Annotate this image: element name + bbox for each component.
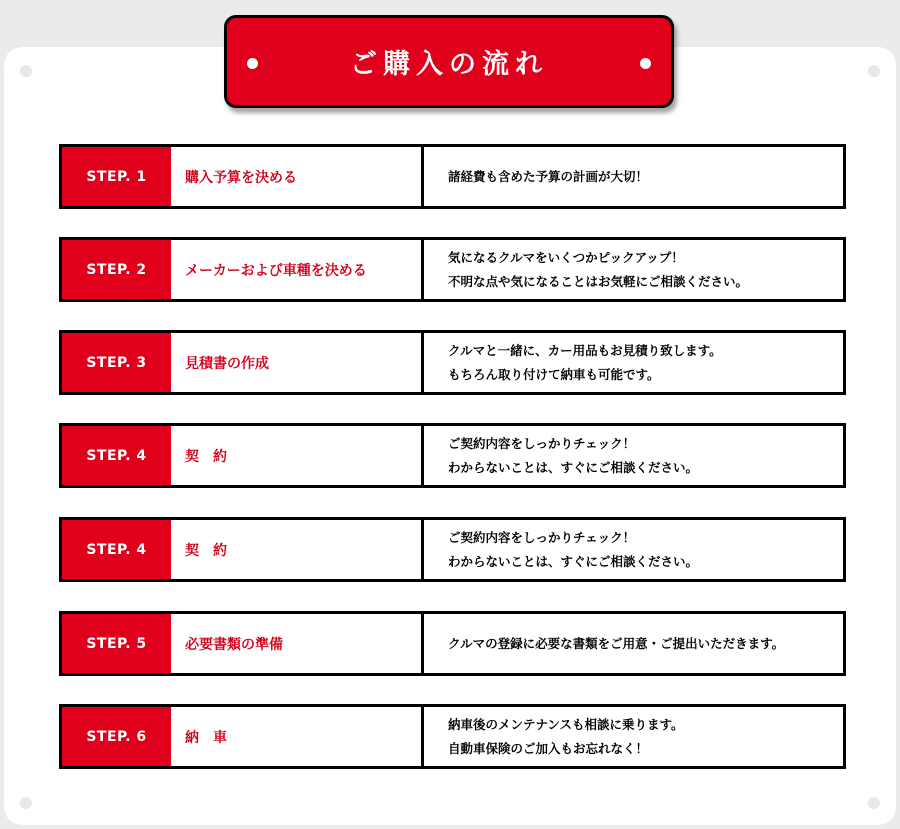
page-title: ご購入の流れ bbox=[350, 49, 548, 80]
step-title: 購入予算を決める bbox=[171, 147, 424, 206]
step-description-line: ご契約内容をしっかりチェック！ bbox=[448, 435, 636, 451]
step-description-line: クルマの登録に必要な書類をご用意・ご提出いただきます。 bbox=[448, 635, 785, 651]
step-number: STEP. 4 bbox=[62, 426, 171, 485]
corner-dot bbox=[868, 797, 880, 809]
step-row bbox=[59, 144, 846, 209]
step-number: STEP. 1 bbox=[62, 147, 171, 206]
step-description bbox=[424, 426, 843, 485]
step-number: STEP. 5 bbox=[62, 614, 171, 673]
step-row bbox=[59, 330, 846, 395]
step-description-line: わからないことは、すぐにご相談ください。 bbox=[448, 459, 699, 475]
step-title: 契 約 bbox=[171, 426, 424, 485]
step-description-line: もちろん取り付けて納車も可能です。 bbox=[448, 366, 660, 382]
step-row bbox=[59, 237, 846, 302]
title-banner bbox=[224, 15, 674, 108]
step-description-line: 気になるクルマをいくつかピックアップ！ bbox=[448, 249, 684, 265]
step-description-line: 納車後のメンテナンスも相談に乗ります。 bbox=[448, 716, 684, 732]
step-description-line: 不明な点や気になることはお気軽にご相談ください。 bbox=[448, 273, 749, 289]
step-number: STEP. 4 bbox=[62, 520, 171, 579]
step-description-line: 自動車保険のご加入もお忘れなく！ bbox=[448, 740, 649, 756]
step-description-line: ご契約内容をしっかりチェック！ bbox=[448, 529, 636, 545]
step-description bbox=[424, 707, 843, 766]
step-number: STEP. 3 bbox=[62, 333, 171, 392]
step-description-line: クルマと一緒に、カー用品もお見積り致します。 bbox=[448, 342, 722, 358]
step-description-line: わからないことは、すぐにご相談ください。 bbox=[448, 553, 699, 569]
step-title: 見積書の作成 bbox=[171, 333, 424, 392]
step-description-line: 諸経費も含めた予算の計画が大切！ bbox=[448, 168, 649, 184]
corner-dot bbox=[868, 65, 880, 77]
banner-dot-left bbox=[247, 58, 258, 69]
step-description bbox=[424, 333, 843, 392]
step-row bbox=[59, 517, 846, 582]
step-number: STEP. 2 bbox=[62, 240, 171, 299]
step-row bbox=[59, 423, 846, 488]
step-description bbox=[424, 147, 843, 206]
step-description bbox=[424, 240, 843, 299]
corner-dot bbox=[20, 797, 32, 809]
step-number: STEP. 6 bbox=[62, 707, 171, 766]
step-description bbox=[424, 614, 843, 673]
step-title: 契 約 bbox=[171, 520, 424, 579]
corner-dot bbox=[20, 65, 32, 77]
step-title: 納 車 bbox=[171, 707, 424, 766]
step-title: 必要書類の準備 bbox=[171, 614, 424, 673]
step-title: メーカーおよび車種を決める bbox=[171, 240, 424, 299]
banner-dot-right bbox=[640, 58, 651, 69]
step-description bbox=[424, 520, 843, 579]
step-row bbox=[59, 611, 846, 676]
step-row bbox=[59, 704, 846, 769]
